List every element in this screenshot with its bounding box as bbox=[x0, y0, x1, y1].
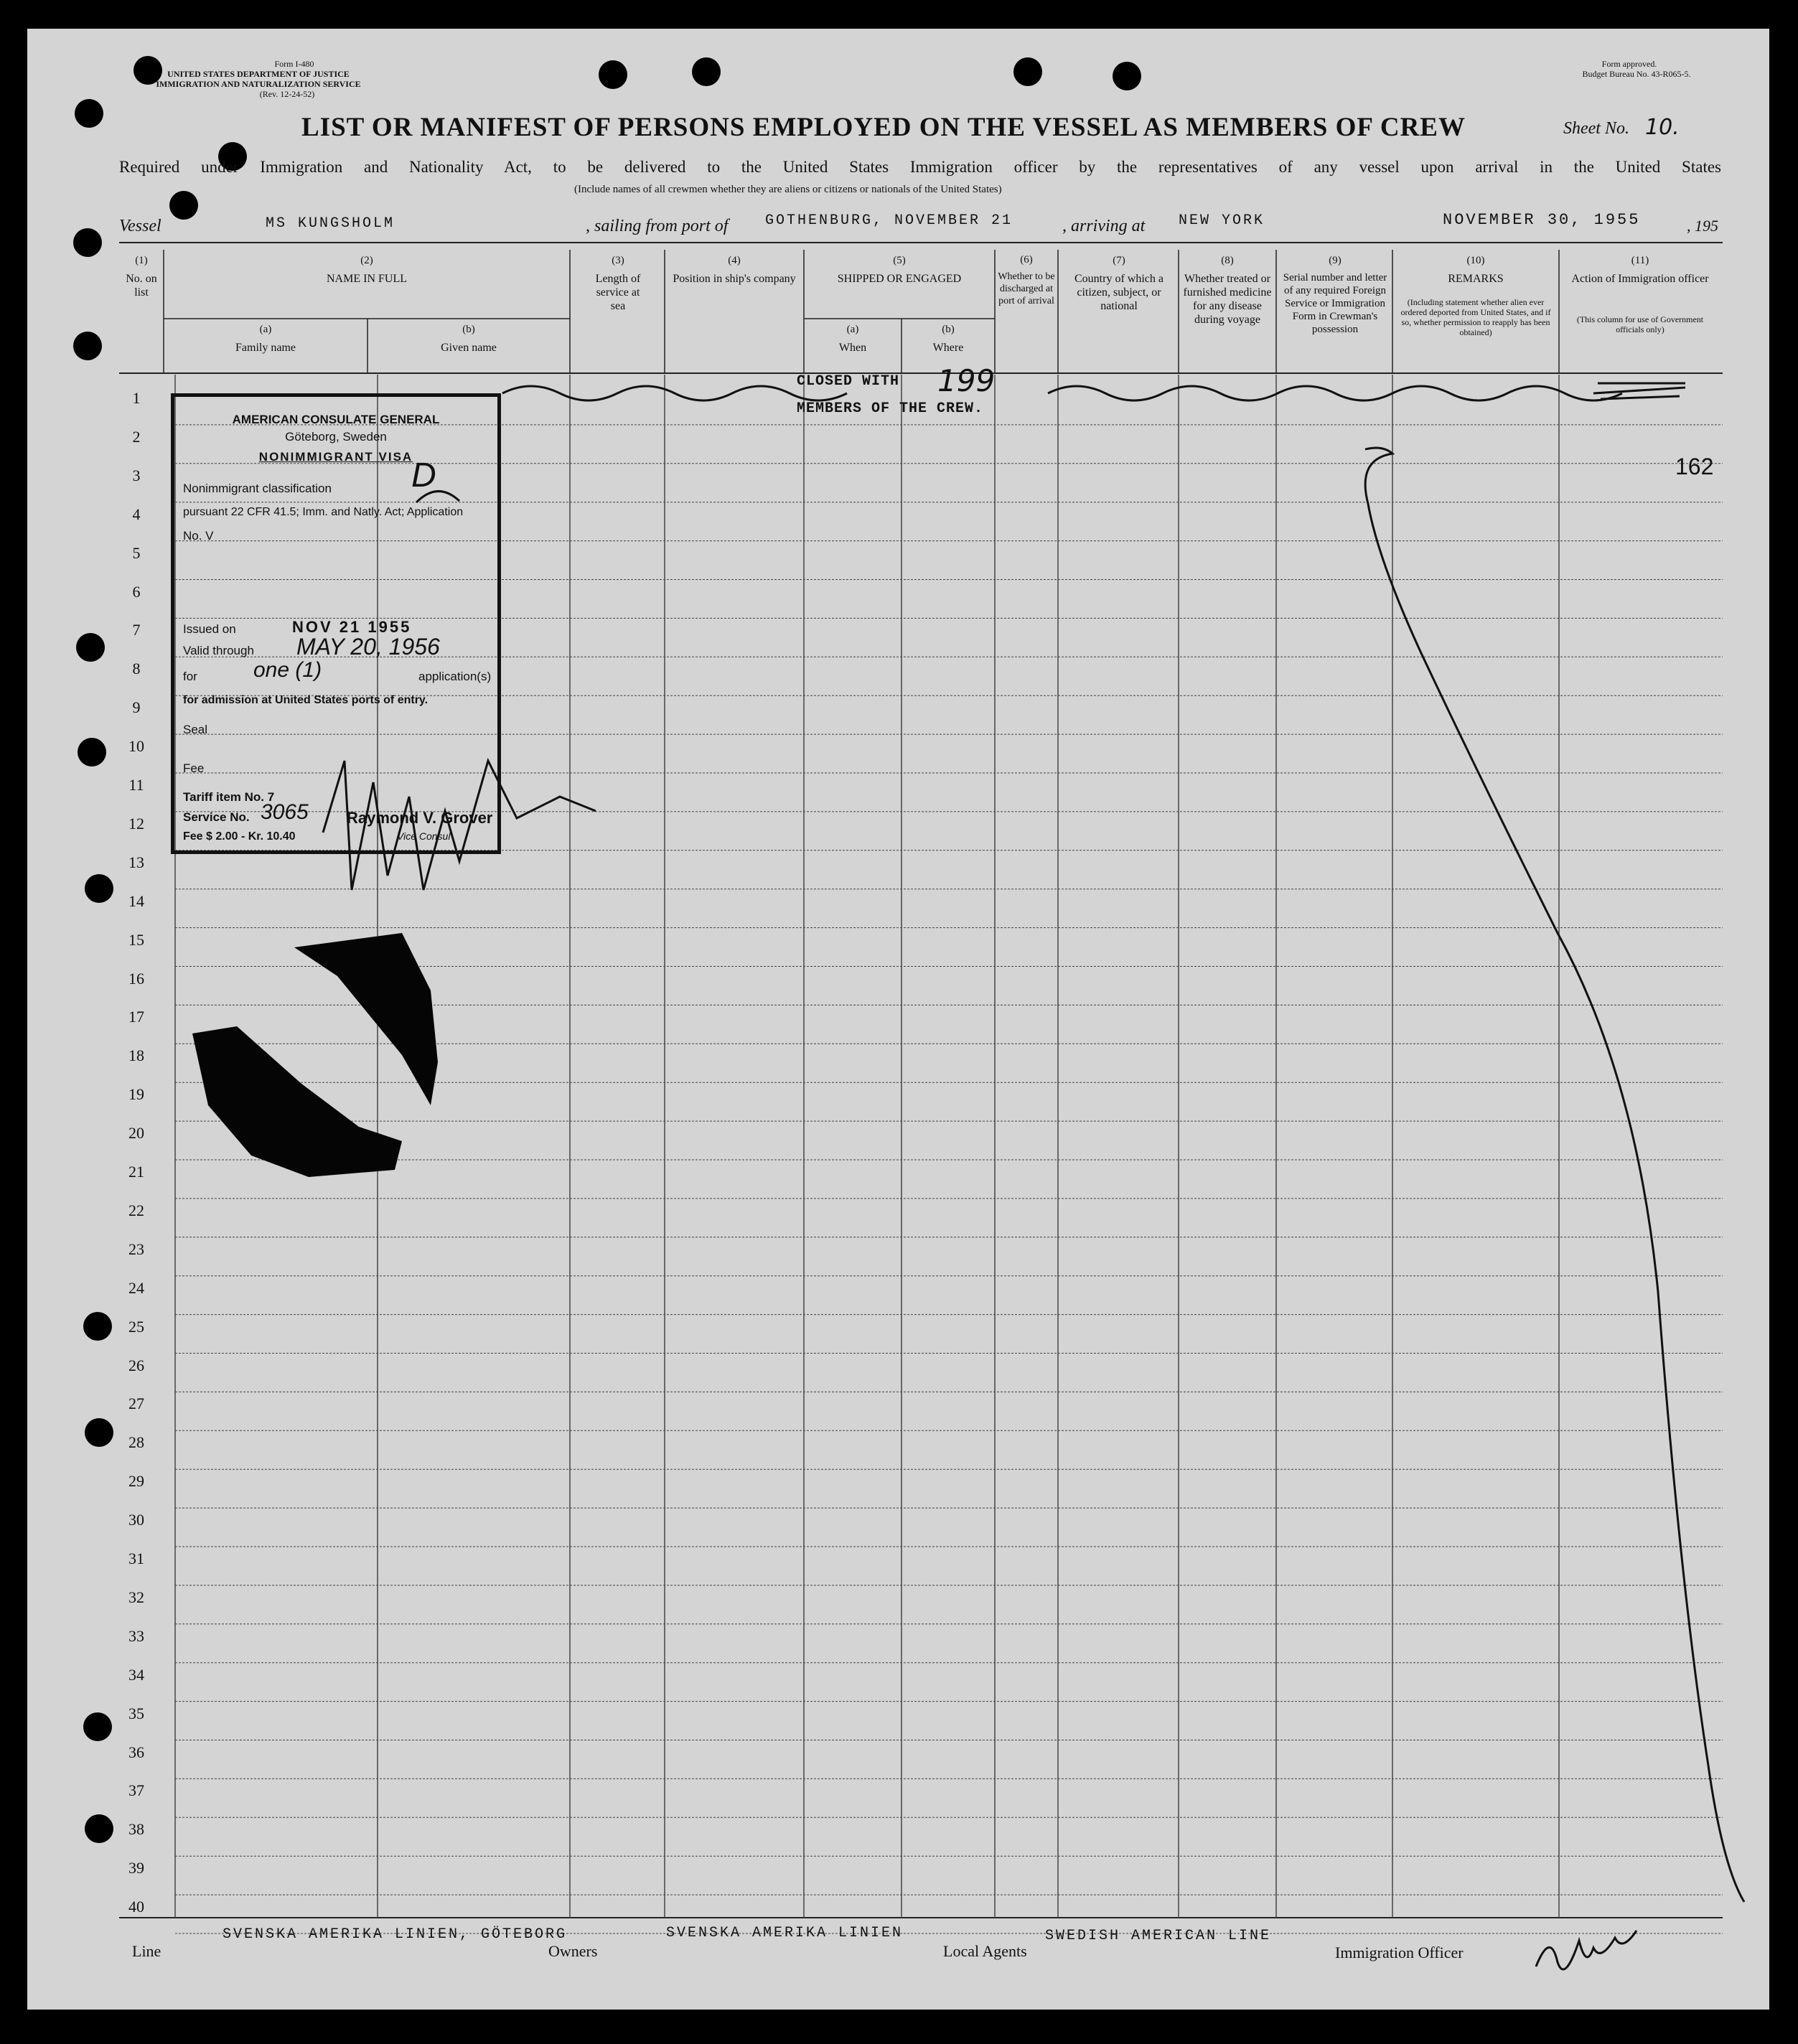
column-2-label: (2) bbox=[360, 255, 373, 266]
column-header-number bbox=[119, 254, 164, 299]
stamp-issued-date: NOV 21 1955 bbox=[292, 618, 412, 636]
column-header-discharged bbox=[998, 254, 1055, 307]
column-1-label: (1) bbox=[135, 255, 148, 266]
form-revision: (Rev. 12-24-52) bbox=[259, 89, 315, 99]
budget-bureau-number: Budget Bureau No. 43-R065-5. bbox=[1582, 69, 1691, 79]
column-header-service bbox=[589, 254, 647, 313]
row-number: 7 bbox=[132, 621, 141, 639]
arrival-date: NOVEMBER 30, 1955 bbox=[1443, 211, 1641, 229]
stamp-for-value: one (1) bbox=[253, 658, 322, 682]
column-8-label: (8) bbox=[1221, 255, 1234, 266]
stamp-fee-label: Fee bbox=[183, 761, 205, 775]
column-header-when bbox=[804, 323, 902, 355]
column-3-label: (3) bbox=[612, 255, 624, 266]
row-number: 40 bbox=[128, 1898, 144, 1916]
row-number: 2 bbox=[132, 427, 141, 446]
row-number: 28 bbox=[128, 1433, 144, 1452]
row-number: 27 bbox=[128, 1394, 144, 1413]
footer-owners-label: Owners bbox=[548, 1942, 598, 1960]
column-header-remarks bbox=[1397, 254, 1555, 286]
column-header-remarks-note bbox=[1397, 297, 1555, 337]
footer-owners-value: SVENSKA AMERIKA LINIEN bbox=[666, 1925, 904, 1941]
row-number: 38 bbox=[128, 1820, 144, 1839]
row-number: 26 bbox=[128, 1356, 144, 1374]
row-number: 32 bbox=[128, 1588, 144, 1606]
page-title: LIST OR MANIFEST OF PERSONS EMPLOYED ON THE VESSEL AS MEMBERS OF CREW bbox=[301, 113, 1466, 142]
column-11-title: Action of Immigration officer bbox=[1571, 273, 1709, 285]
stamp-admission: for admission at United States ports of entry. bbox=[183, 694, 429, 706]
stamp-valid-label: Valid through bbox=[183, 644, 254, 657]
column-6-label: (6) bbox=[1020, 254, 1033, 266]
column-2a-label: (a) bbox=[259, 324, 272, 335]
column-header-action bbox=[1565, 254, 1715, 286]
column-5a-label: (a) bbox=[846, 324, 859, 335]
row-number: 12 bbox=[128, 814, 144, 833]
stamp-seal-label: Seal bbox=[183, 723, 208, 736]
row-number: 8 bbox=[132, 660, 141, 678]
column-header-given-name bbox=[367, 323, 570, 355]
stamp-service-value: 3065 bbox=[261, 800, 309, 824]
row-number: 22 bbox=[128, 1201, 144, 1219]
form-approved: Form approved. bbox=[1601, 59, 1657, 69]
column-header-position bbox=[672, 254, 797, 286]
column-11-subtitle: (This column for use of Government officials only) bbox=[1576, 314, 1704, 334]
margin-number: 162 bbox=[1675, 454, 1714, 479]
stamp-issued-label: Issued on bbox=[183, 622, 236, 636]
footer-agents-value: SWEDISH AMERICAN LINE bbox=[1045, 1928, 1272, 1944]
column-10-label: (10) bbox=[1466, 255, 1485, 266]
year-suffix: , 195 bbox=[1687, 217, 1718, 235]
row-number: 23 bbox=[128, 1239, 144, 1258]
stamp-city: Göteborg, Sweden bbox=[285, 430, 387, 444]
stamp-tariff: Tariff item No. 7 bbox=[183, 790, 275, 804]
sailing-label: , sailing from port of bbox=[586, 217, 729, 235]
row-number: 25 bbox=[128, 1317, 144, 1336]
immigration-officer-signature bbox=[1529, 1931, 1672, 1974]
service-name: IMMIGRATION AND NATURALIZATION SERVICE bbox=[156, 79, 361, 89]
row-number: 37 bbox=[128, 1781, 144, 1800]
column-header-family-name bbox=[164, 323, 367, 355]
column-5b-label: (b) bbox=[942, 324, 955, 335]
row-number: 13 bbox=[128, 853, 144, 871]
row-number: 34 bbox=[128, 1665, 144, 1684]
column-9-title: Serial number and letter of any required Foreign Service or Immigration Form in Crewman's possession bbox=[1283, 272, 1387, 335]
column-10-title: REMARKS bbox=[1448, 273, 1504, 285]
column-header-name bbox=[164, 254, 570, 286]
row-number: 4 bbox=[132, 505, 141, 523]
row-number: 31 bbox=[128, 1550, 144, 1567]
row-number: 29 bbox=[128, 1472, 144, 1491]
row-number: 16 bbox=[128, 969, 144, 988]
row-number: 10 bbox=[128, 737, 144, 756]
column-6-title: Whether to be discharged at port of arrival bbox=[998, 271, 1055, 306]
closed-with-label: CLOSED WITH bbox=[797, 373, 900, 390]
vessel-label: Vessel bbox=[119, 217, 161, 235]
sheet-number-value: 10. bbox=[1645, 115, 1680, 140]
row-number: 35 bbox=[128, 1704, 144, 1722]
row-number: 6 bbox=[132, 582, 141, 601]
row-number: 11 bbox=[128, 776, 144, 794]
row-number: 15 bbox=[128, 930, 144, 949]
visa-stamp bbox=[171, 393, 501, 854]
row-number: 18 bbox=[128, 1046, 144, 1065]
row-number: 1 bbox=[132, 389, 141, 407]
form-number: Form I-480 bbox=[274, 59, 314, 69]
column-5-title: SHIPPED OR ENGAGED bbox=[837, 273, 962, 285]
column-9-label: (9) bbox=[1329, 255, 1342, 266]
column-header-serial bbox=[1279, 254, 1391, 336]
column-7-label: (7) bbox=[1113, 255, 1125, 266]
row-number: 19 bbox=[128, 1085, 144, 1104]
stamp-applications-label: application(s) bbox=[418, 670, 492, 683]
stamp-service-label: Service No. bbox=[183, 810, 250, 824]
row-number: 39 bbox=[128, 1859, 144, 1877]
column-header-action-note bbox=[1565, 314, 1715, 334]
members-of-crew-label: MEMBERS OF THE CREW. bbox=[797, 400, 984, 417]
stamp-fee-amount: Fee $ 2.00 - Kr. 10.40 bbox=[183, 830, 296, 843]
departure-port: GOTHENBURG, NOVEMBER 21 bbox=[765, 212, 1013, 229]
column-10-subtitle: (Including statement whether alien ever ordered deported from United States, and if so, whether permission to reapply has been obtained) bbox=[1400, 297, 1551, 337]
stamp-officer-name: Raymond V. Grover bbox=[347, 809, 493, 827]
stamp-officer-title: Vice Consul bbox=[397, 830, 451, 842]
column-3-title: Length of service at sea bbox=[595, 273, 641, 312]
column-header-medicine bbox=[1181, 254, 1273, 327]
footer-line-value: SVENSKA AMERIKA LINIEN, GÖTEBORG bbox=[223, 1926, 568, 1943]
sheet-number-label: Sheet No. bbox=[1563, 119, 1629, 138]
vessel-name: MS KUNGSHOLM bbox=[266, 215, 395, 232]
row-number: 9 bbox=[132, 698, 141, 717]
required-statement: Required under Immigration and Nationality Act, to be delivered to the United States Immigration officer by the representatives of any vessel upon arrival in the United States bbox=[119, 158, 1721, 176]
column-7-title: Country of which a citizen, subject, or national bbox=[1074, 273, 1163, 312]
column-2a-title: Family name bbox=[235, 342, 296, 354]
column-5b-title: Where bbox=[932, 342, 964, 354]
row-number: 24 bbox=[128, 1278, 144, 1297]
arriving-label: , arriving at bbox=[1062, 217, 1146, 235]
row-number: 17 bbox=[128, 1008, 144, 1026]
column-2-title: NAME IN FULL bbox=[327, 273, 407, 285]
row-number: 33 bbox=[128, 1626, 144, 1645]
column-4-label: (4) bbox=[728, 255, 741, 266]
stamp-classification-value: D bbox=[411, 456, 436, 494]
column-4-title: Position in ship's company bbox=[673, 273, 796, 285]
row-number: 3 bbox=[132, 466, 141, 484]
row-number: 20 bbox=[128, 1124, 144, 1143]
stamp-for-label: for bbox=[183, 670, 197, 683]
column-5-label: (5) bbox=[893, 255, 906, 266]
column-2b-label: (b) bbox=[462, 324, 475, 335]
column-2b-title: Given name bbox=[441, 342, 497, 354]
arrival-port: NEW YORK bbox=[1179, 212, 1265, 229]
stamp-visa-type: NONIMMIGRANT VISA bbox=[258, 450, 413, 464]
row-number: 14 bbox=[128, 891, 144, 910]
column-11-label: (11) bbox=[1631, 255, 1649, 266]
column-header-where bbox=[902, 323, 995, 355]
column-5a-title: When bbox=[838, 342, 867, 354]
column-header-shipped bbox=[804, 254, 995, 286]
stamp-valid-date: MAY 20, 1956 bbox=[296, 634, 440, 660]
include-statement: (Include names of all crewmen whether they are aliens or citizens or nationals of the United States) bbox=[574, 184, 1002, 195]
stamp-number-label: No. V bbox=[183, 529, 214, 543]
department-name: UNITED STATES DEPARTMENT OF JUSTICE bbox=[167, 69, 350, 79]
stamp-consulate: AMERICAN CONSULATE GENERAL bbox=[232, 413, 440, 426]
column-1-title: No. on list bbox=[126, 273, 157, 299]
footer-agents-label: Local Agents bbox=[943, 1942, 1027, 1960]
crew-count: 199 bbox=[937, 363, 996, 398]
row-number: 36 bbox=[128, 1743, 144, 1761]
row-number: 5 bbox=[132, 543, 141, 562]
column-8-title: Whether treated or furnished medicine for any disease during voyage bbox=[1183, 273, 1272, 326]
stamp-pursuant: pursuant 22 CFR 41.5; Imm. and Natly. Act; Application bbox=[183, 506, 464, 518]
row-number: 21 bbox=[128, 1163, 144, 1181]
footer-line-label: Line bbox=[132, 1942, 161, 1960]
row-number: 30 bbox=[128, 1511, 144, 1529]
column-header-country bbox=[1065, 254, 1173, 313]
stamp-classification-label: Nonimmigrant classification bbox=[183, 482, 332, 495]
footer-officer-label: Immigration Officer bbox=[1335, 1944, 1464, 1961]
